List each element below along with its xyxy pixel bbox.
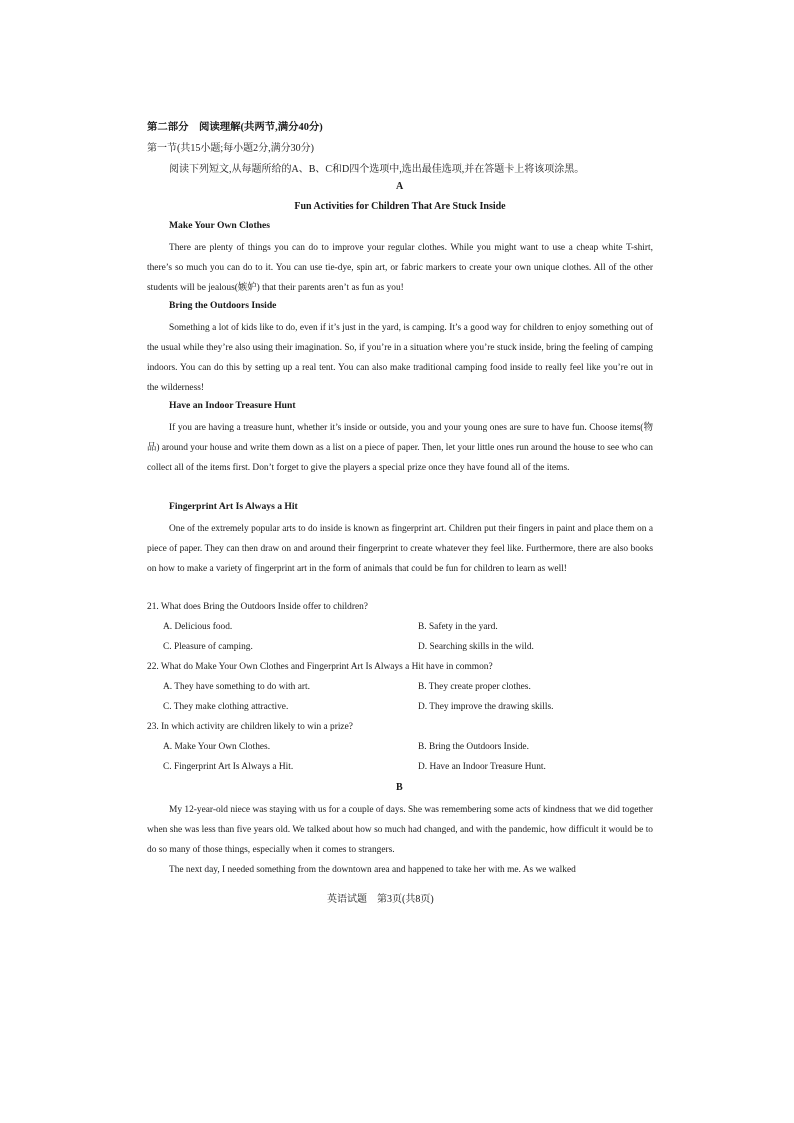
section-text-clothes: There are plenty of things you can do to improve your regular clothes. While you might want to use a cheap white T-shirt, there’s so much you can do to it. You can use tie-dye, spin art, or fabric markers to create your own unique clothes. All of the other students will be jealous(嫉妒) that their parents aren’t as fun as you! xyxy=(147,243,653,294)
q21-option-b: B. Safety in the yard. xyxy=(418,622,498,632)
passage-b-paragraph-2: The next day, I needed something from the downtown area and happened to take her with me. As we walked xyxy=(169,865,576,875)
q23-option-d: D. Have an Indoor Treasure Hunt. xyxy=(418,762,546,772)
q21-option-a: A. Delicious food. xyxy=(163,622,233,632)
part-heading: 第二部分 阅读理解(共两节,满分40分) xyxy=(147,122,323,133)
question-21: 21. What does Bring the Outdoors Inside offer to children? xyxy=(147,602,368,612)
q23-option-c: C. Fingerprint Art Is Always a Hit. xyxy=(163,762,294,772)
section-text-treasure: If you are having a treasure hunt, whether it’s inside or outside, you and your young ones are sure to have fun. Choose items(物品) around your house and write them down as a list on a piece of paper. Then, let your little ones run around the house to see who can collect all of the items first. Don’t forget to give the players a special prize once they have found all of the items. xyxy=(147,423,653,474)
q22-option-d: D. They improve the drawing skills. xyxy=(418,702,554,712)
passage-a-letter: A xyxy=(396,181,404,192)
section-text-outdoors: Something a lot of kids like to do, even if it’s just in the yard, is camping. It’s a good way for children to enjoy something out of the usual while they’re also using their imagination. So, if you’re in a situation where you’re stuck inside, bring the feeling of camping indoors. You can do this by setting up a real tent. You can also make traditional camping food inside to really feel like you’re out in the wilderness! xyxy=(147,323,653,394)
q23-option-b: B. Bring the Outdoors Inside. xyxy=(418,742,529,752)
section-heading-treasure: Have an Indoor Treasure Hunt xyxy=(169,400,296,411)
instruction: 阅读下列短文,从每题所给的A、B、C和D四个选项中,选出最佳选项,并在答题卡上将该项涂黑。 xyxy=(169,164,585,175)
passage-a-title: Fun Activities for Children That Are Stuck Inside xyxy=(294,201,506,212)
question-22: 22. What do Make Your Own Clothes and Fingerprint Art Is Always a Hit have in common? xyxy=(147,662,493,672)
section-heading-fingerprint: Fingerprint Art Is Always a Hit xyxy=(169,501,298,512)
section-heading-outdoors: Bring the Outdoors Inside xyxy=(169,300,277,311)
q21-option-c: C. Pleasure of camping. xyxy=(163,642,253,652)
page-footer: 英语试题 第3页(共8页) xyxy=(327,894,434,905)
passage-b-letter: B xyxy=(396,782,403,793)
question-23: 23. In which activity are children likely to win a prize? xyxy=(147,722,353,732)
section-heading-clothes: Make Your Own Clothes xyxy=(169,220,271,231)
q21-option-d: D. Searching skills in the wild. xyxy=(418,642,534,652)
q22-option-a: A. They have something to do with art. xyxy=(163,682,310,692)
passage-b-paragraph-1: My 12-year-old niece was staying with us for a couple of days. She was remembering some acts of kindness that we did together when she was less than five years old. We talked about how so much had changed, and with the pandemic, how difficult it would be to do so many of those things, especially when it comes to strangers. xyxy=(147,805,653,856)
section-heading: 第一节(共15小题;每小题2分,满分30分) xyxy=(147,143,314,154)
q23-option-a: A. Make Your Own Clothes. xyxy=(163,742,271,752)
q22-option-b: B. They create proper clothes. xyxy=(418,682,531,692)
section-text-fingerprint: One of the extremely popular arts to do inside is known as fingerprint art. Children put their fingers in paint and place them on a piece of paper. They can then draw on and around their fingerprint to create whatever they feel like. Furthermore, there are also books on how to make a variety of fingerprint art in the form of animals that could be fun for children to learn as well! xyxy=(147,524,653,575)
q22-option-c: C. They make clothing attractive. xyxy=(163,702,289,712)
